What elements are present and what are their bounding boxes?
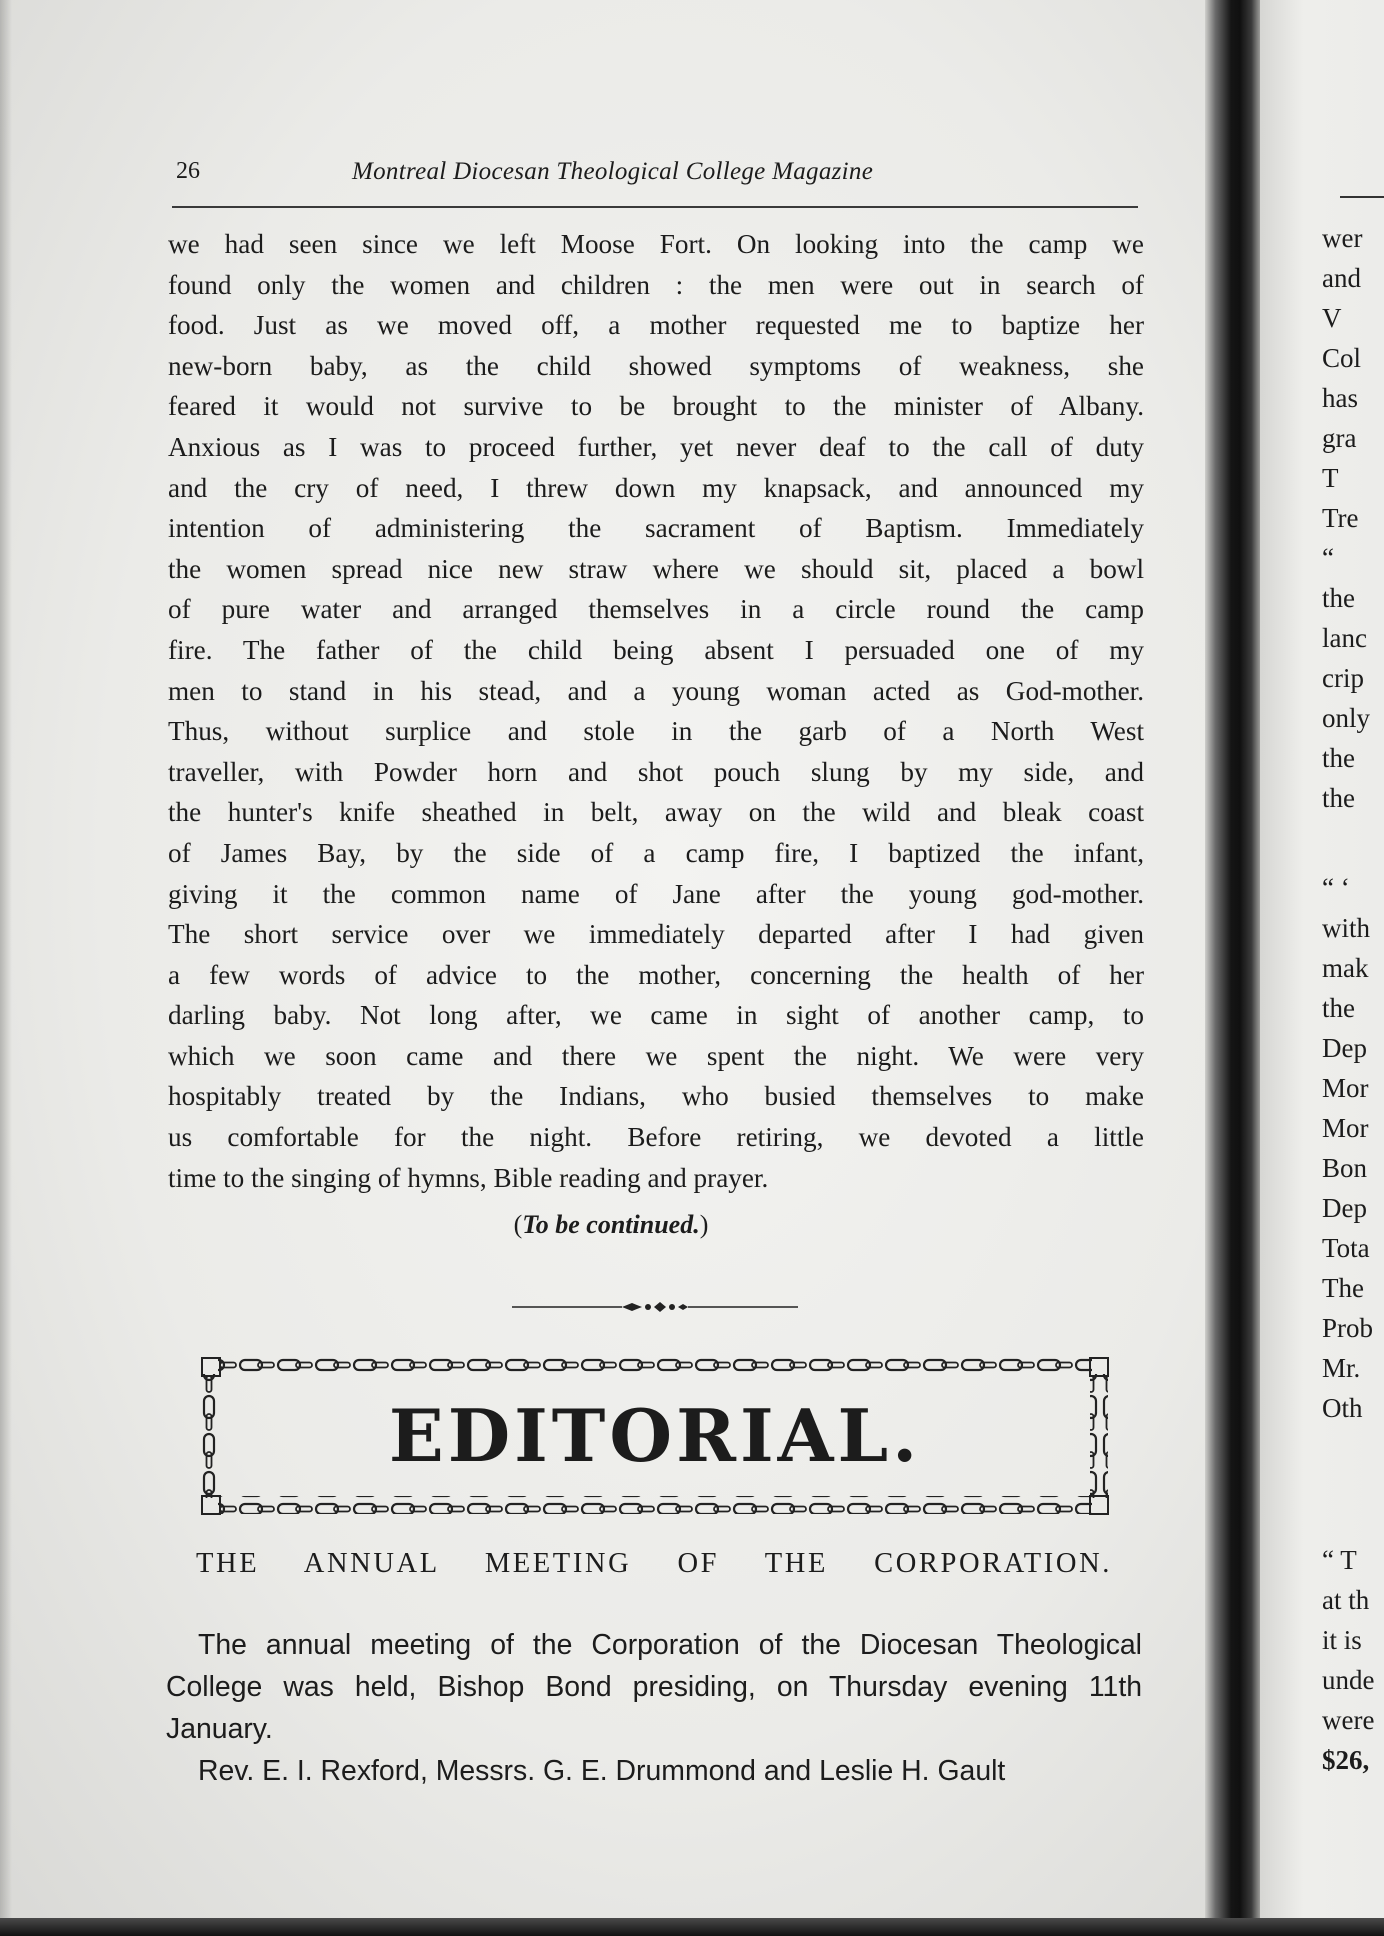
right-page-fragment: $26, — [1322, 1745, 1370, 1775]
article-body — [168, 224, 1144, 1198]
article-line: of James Bay, by the side of a camp fire, I baptized the infant, — [168, 837, 1144, 868]
to-be-continued: (To be continued.) — [513, 1210, 709, 1239]
right-page-fragment: at th — [1322, 1585, 1370, 1615]
editorial-line: Rev. E. I. Rexford, Messrs. G. E. Drummond and Leslie H. Gault — [198, 1755, 1006, 1787]
article-line: the women spread nice new straw where we should sit, placed a bowl — [168, 553, 1144, 584]
right-page-fragment: gra — [1322, 423, 1357, 453]
right-page-fragment: has — [1322, 383, 1358, 413]
article-line: us comfortable for the night. Before retiring, we devoted a little — [168, 1122, 1144, 1153]
page-edge-shadow — [0, 0, 12, 1918]
article-line: The short service over we immediately departed after I had given — [168, 919, 1144, 950]
right-page-fragment: were — [1322, 1705, 1375, 1735]
divider-ornament — [512, 1300, 798, 1314]
right-page-fragment: “ — [1322, 543, 1334, 573]
right-page-fragment: unde — [1322, 1665, 1375, 1695]
editorial-banner — [200, 1356, 1110, 1516]
right-page-fragment: Prob — [1322, 1313, 1374, 1343]
right-page-fragment: Dep — [1322, 1033, 1367, 1063]
article-line: traveller, with Powder horn and shot pouch slung by my side, and — [168, 756, 1144, 787]
article-line: of pure water and arranged themselves in a circle round the camp — [168, 594, 1144, 625]
right-page-fragment: Mor — [1322, 1073, 1369, 1103]
book-gutter — [1205, 0, 1263, 1936]
article-line: which we soon came and there we spent the night. We were very — [168, 1040, 1144, 1071]
editorial-body — [166, 1624, 1142, 1792]
right-page-fragment: with — [1322, 913, 1371, 943]
article-line: hospitably treated by the Indians, who busied themselves to make — [168, 1081, 1144, 1112]
right-page-fragment: the — [1322, 993, 1355, 1023]
right-page-fragment: lanc — [1322, 623, 1367, 653]
right-page-fragment: Mr. — [1322, 1353, 1361, 1383]
right-page-fragment: only — [1322, 703, 1371, 733]
right-page-fragment: “ ‘ — [1322, 873, 1350, 903]
right-page-fragment: the — [1322, 743, 1355, 773]
article-line: a few words of advice to the mother, concerning the health of her — [168, 959, 1144, 990]
article-line: intention of administering the sacrament of Baptism. Immediately — [168, 513, 1144, 544]
article-line: giving it the common name of Jane after the young god-mother. — [168, 878, 1144, 909]
editorial-title: EDITORIAL. — [388, 1393, 922, 1478]
editorial-line: January. — [166, 1713, 273, 1745]
article-line: new-born baby, as the child showed symptoms of weakness, she — [168, 350, 1144, 381]
right-page-fragment: Col — [1322, 343, 1362, 373]
right-page-fragment: mak — [1322, 953, 1369, 983]
right-page-fragment: it is — [1322, 1625, 1362, 1655]
editorial-line: The annual meeting of the Corporation of the Diocesan Theological — [198, 1629, 1142, 1661]
right-page-fragment: Dep — [1322, 1193, 1367, 1223]
article-line: men to stand in his stead, and a young woman acted as God-mother. — [168, 675, 1144, 706]
article-line: food. Just as we moved off, a mother requested me to baptize her — [168, 310, 1144, 341]
right-page-fragment: Tota — [1322, 1233, 1370, 1263]
header-rule — [172, 206, 1138, 208]
article-line: Thus, without surplice and stole in the garb of a North West — [168, 716, 1144, 747]
page-header — [172, 158, 1132, 194]
article-line: and the cry of need, I threw down my knapsack, and announced my — [168, 472, 1144, 503]
article-line: fire. The father of the child being absent I persuaded one of my — [168, 634, 1144, 665]
article-line: found only the women and children : the men were out in search of — [168, 269, 1144, 300]
article-line: Anxious as I was to proceed further, yet never deaf to the call of duty — [168, 431, 1144, 462]
right-page-fragment: and — [1322, 263, 1361, 293]
right-page-fragment: Bon — [1322, 1153, 1368, 1183]
article-line: time to the singing of hymns, Bible reading and prayer. — [168, 1162, 769, 1193]
article-line: feared it would not survive to be brought to the minister of Albany. — [168, 391, 1144, 422]
right-page-rule — [1340, 196, 1384, 198]
editorial-line: College was held, Bishop Bond presiding, on Thursday evening 11th — [166, 1671, 1142, 1703]
page-bottom-edge — [0, 1918, 1384, 1936]
right-page-fragment: T — [1322, 463, 1339, 493]
right-page-fragment: Tre — [1322, 503, 1359, 533]
right-page-fragment: “ T — [1322, 1545, 1357, 1575]
article-line: the hunter's knife sheathed in belt, away on the wild and bleak coast — [168, 797, 1144, 828]
page-number: 26 — [176, 158, 200, 184]
right-page-fragment: The — [1322, 1273, 1364, 1303]
right-page-fragment: the — [1322, 783, 1355, 813]
right-page-fragment: Oth — [1322, 1393, 1363, 1423]
section-heading: THE ANNUAL MEETING OF THE CORPORATION. — [196, 1548, 1112, 1579]
running-title: Montreal Diocesan Theological College Magazine — [352, 158, 874, 185]
article-line: darling baby. Not long after, we came in sight of another camp, to — [168, 1000, 1144, 1031]
right-page-fragment: crip — [1322, 663, 1364, 693]
right-page-fragment: the — [1322, 583, 1355, 613]
article-line: we had seen since we left Moose Fort. On looking into the camp we — [168, 229, 1144, 259]
right-page-fragment: V — [1322, 303, 1342, 333]
right-page-fragment: wer — [1322, 223, 1363, 253]
to-be-continued-text: To be continued. — [522, 1210, 700, 1239]
right-page-fragment: Mor — [1322, 1113, 1369, 1143]
